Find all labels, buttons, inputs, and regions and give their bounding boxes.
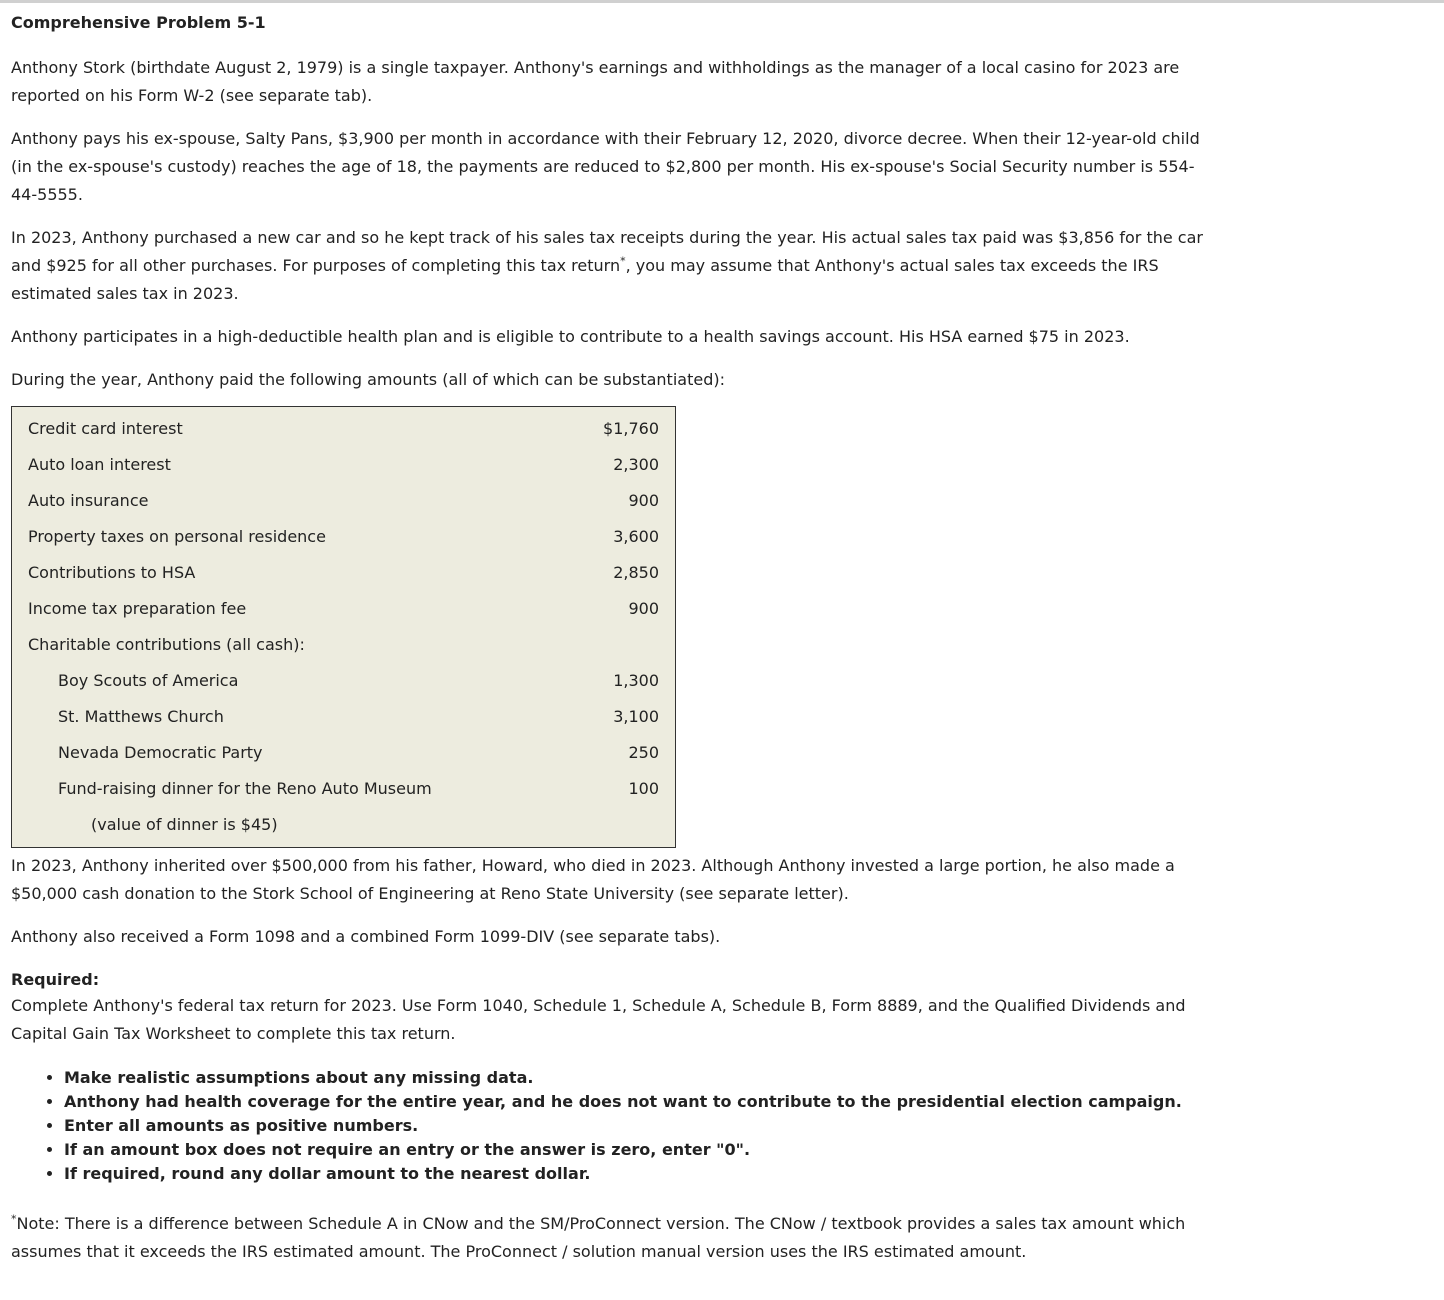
list-item: • If required, round any dollar amount to the nearest dollar.	[64, 1162, 1216, 1186]
amount-value: 3,100	[613, 707, 659, 726]
instruction-list	[11, 1066, 1216, 1186]
amount-row	[28, 411, 659, 447]
list-item: • Make realistic assumptions about any missing data.	[64, 1066, 1216, 1090]
amount-label: Contributions to HSA	[28, 563, 196, 582]
amount-value: $1,760	[603, 419, 659, 438]
problem-content	[11, 12, 1216, 1266]
paragraph-alimony: Anthony pays his ex-spouse, Salty Pans, $3,900 per month in accordance with their February 12, 2020, divorce decree. When their 12-year-old child (in the ex-spouse's custody) reaches the age of 18, the payments are reduced to $2,800 per month. His ex-spouse's Social Security number is 554-44-5555.	[11, 129, 1200, 204]
amount-row	[28, 735, 659, 771]
amount-value: 2,300	[613, 455, 659, 474]
footnote-marker: *	[620, 254, 626, 268]
required-heading: Required:	[11, 970, 100, 989]
paragraph-forms: Anthony also received a Form 1098 and a combined Form 1099-DIV (see separate tabs).	[11, 927, 721, 946]
amount-value: 1,300	[613, 671, 659, 690]
amount-label: Boy Scouts of America	[58, 671, 239, 690]
amount-row	[28, 519, 659, 555]
amount-value: 2,850	[613, 563, 659, 582]
amount-value: 100	[628, 779, 659, 798]
amount-row	[28, 663, 659, 699]
footnote	[11, 1210, 1216, 1266]
amount-label: (value of dinner is $45)	[91, 815, 278, 834]
required-text: Complete Anthony's federal tax return for 2023. Use Form 1040, Schedule 1, Schedule A, Schedule B, Form 8889, and the Qualified Dividends and Capital Gain Tax Worksheet to complete this tax return.	[11, 996, 1186, 1043]
amount-label: Income tax preparation fee	[28, 599, 247, 618]
amount-value: 900	[628, 491, 659, 510]
amount-row	[28, 555, 659, 591]
amount-row	[28, 591, 659, 627]
sales-tax-text-a: In 2023, Anthony purchased a new car and so he kept track of his sales tax receipts during the year. His actual sales tax paid was $3,856 for the car and $925 for all other purchases. For purposes of completing this tax return	[11, 228, 1203, 275]
amount-label: St. Matthews Church	[58, 707, 224, 726]
amounts-table	[11, 406, 676, 848]
list-item: • Enter all amounts as positive numbers.	[64, 1114, 1216, 1138]
paragraph-inheritance: In 2023, Anthony inherited over $500,000 from his father, Howard, who died in 2023. Although Anthony invested a large portion, he also made a $50,000 cash donation to the Stork School of Engineering at Reno State University (see separate letter).	[11, 856, 1175, 903]
paragraph-payments-intro: During the year, Anthony paid the following amounts (all of which can be substantiated):	[11, 370, 725, 389]
amount-label: Nevada Democratic Party	[58, 743, 263, 762]
amount-value: 900	[628, 599, 659, 618]
amount-row	[28, 627, 659, 663]
list-item: • Anthony had health coverage for the entire year, and he does not want to contribute to the presidential election campaign.	[64, 1090, 1216, 1114]
amount-row	[28, 807, 659, 843]
amount-label: Charitable contributions (all cash):	[28, 635, 305, 654]
sales-tax-text-b: , you may assume that Anthony's actual sales tax exceeds the IRS estimated sales tax in 2023.	[11, 256, 1159, 303]
amount-value: 250	[628, 743, 659, 762]
amount-label: Auto loan interest	[28, 455, 171, 474]
amount-label: Property taxes on personal residence	[28, 527, 326, 546]
amount-row	[28, 483, 659, 519]
amount-row	[28, 447, 659, 483]
amount-label: Fund-raising dinner for the Reno Auto Museum	[58, 779, 432, 798]
amount-row	[28, 771, 659, 807]
footnote-text: Note: There is a difference between Schedule A in CNow and the SM/ProConnect version. The CNow / textbook provides a sales tax amount which assumes that it exceeds the IRS estimated amount. The ProConnect / solution manual version uses the IRS estimated amount.	[11, 1214, 1186, 1261]
amount-row	[28, 699, 659, 735]
amount-label: Credit card interest	[28, 419, 183, 438]
paragraph-sales-tax	[11, 224, 1216, 308]
page-title: Comprehensive Problem 5-1	[11, 13, 266, 32]
amount-value: 3,600	[613, 527, 659, 546]
list-item: • If an amount box does not require an entry or the answer is zero, enter "0".	[64, 1138, 1216, 1162]
top-border	[0, 0, 1444, 3]
footnote-marker: *	[11, 1212, 17, 1226]
paragraph-taxpayer-info: Anthony Stork (birthdate August 2, 1979) is a single taxpayer. Anthony's earnings and withholdings as the manager of a local casino for 2023 are reported on his Form W-2 (see separate tab).	[11, 58, 1180, 105]
paragraph-hsa: Anthony participates in a high-deductible health plan and is eligible to contribute to a health savings account. His HSA earned $75 in 2023.	[11, 327, 1130, 346]
amount-label: Auto insurance	[28, 491, 149, 510]
